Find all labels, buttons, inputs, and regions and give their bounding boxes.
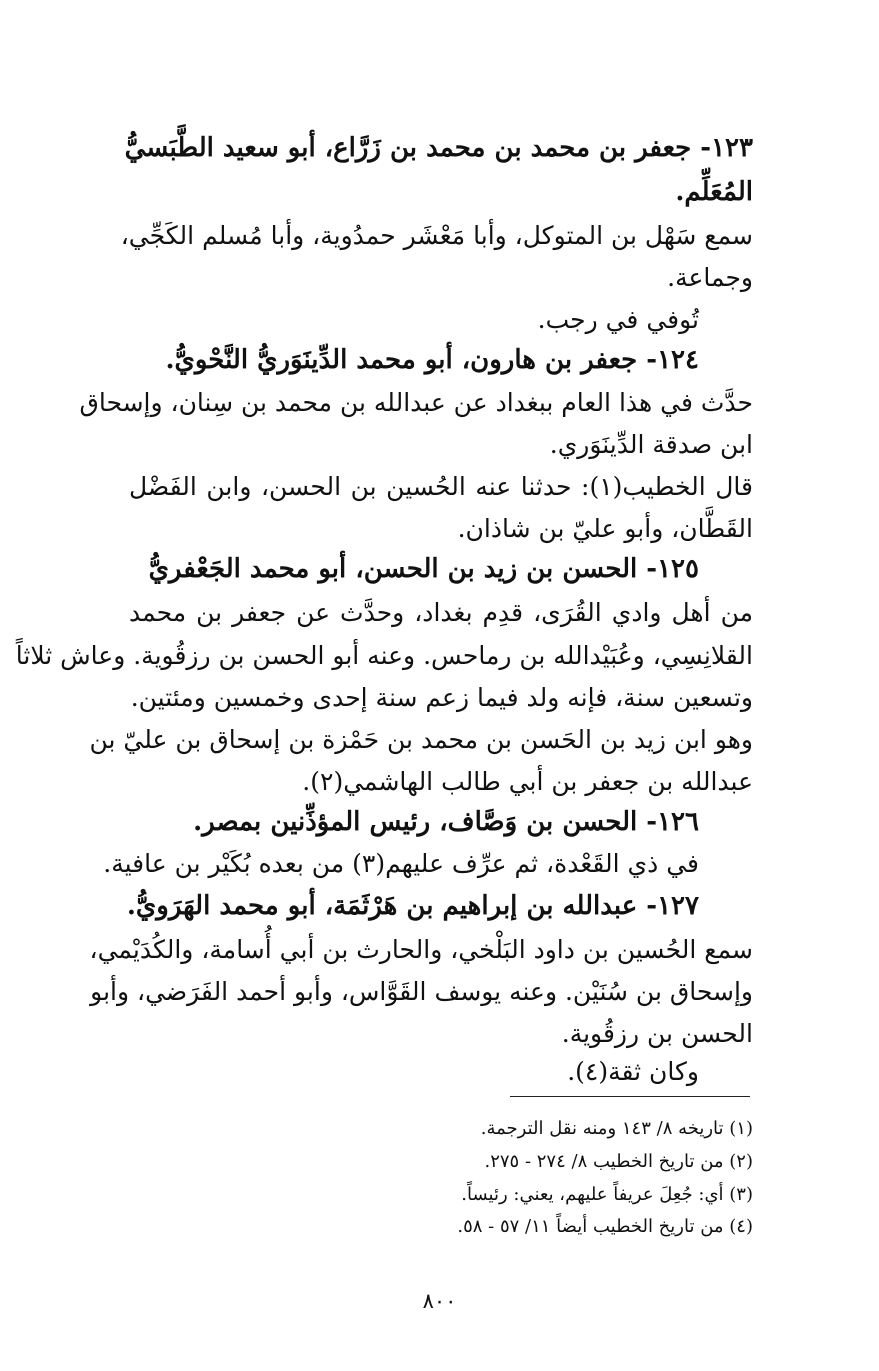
entry-123-line-3: تُوفي في رجب. [537, 305, 699, 334]
entry-125-line-3: وتسعين سنة، فإنه ولد فيما زعم سنة إحدى وخمسين ومئتين. [130, 683, 753, 712]
entry-125-line-1: من أهل وادي القُرَى، قدِم بغداد، وحدَّث عن جعفر بن محمد [129, 598, 753, 627]
entry-126-heading: ١٢٦- الحسن بن وَصَّاف، رئيس المؤذِّنين بمصر. [193, 807, 699, 837]
entry-123-heading-cont: المُعَلِّم. [675, 177, 753, 207]
entry-125-line-2: القلانِسِي، وعُبَيْدالله بن رماحس. وعنه أبو الحسن بن رزقُوية. وعاش ثلاثاً [15, 641, 753, 670]
entry-124-line-4: القَطَّان، وأبو عليّ بن شاذان. [457, 514, 753, 543]
entry-124-line-3: قال الخطيب(١): حدثنا عنه الحُسين بن الحسن، وابن الفَضْل [129, 472, 753, 501]
entry-127-line-3: الحسن بن رزقُوية. [561, 1019, 753, 1048]
entry-124-heading: ١٢٤- جعفر بن هارون، أبو محمد الدِّينَوَريُّ النَّحْويُّ. [165, 345, 699, 375]
footnote-3: (٣) أي: جُعِلَ عريفاً عليهم، يعني: رئيساً. [461, 1184, 753, 1205]
entry-125-line-5: عبدالله بن جعفر بن أبي طالب الهاشمي(٢). [302, 767, 753, 796]
entry-123-line-1: سمع سَهْل بن المتوكل، وأبا مَعْشَر حمدُوية، وأبا مُسلم الكَجِّي، [120, 221, 753, 250]
footnote-1: (١) تاريخه ٨/ ١٤٣ ومنه نقل الترجمة. [480, 1118, 753, 1139]
entry-127-line-1: سمع الحُسين بن داود البَلْخي، والحارث بن أبي أُسامة، والكُدَيْمي، [89, 935, 753, 964]
entry-125-heading: ١٢٥- الحسن بن زيد بن الحسن، أبو محمد الجَعْفريُّ [148, 554, 699, 584]
entry-124-line-1: حدَّث في هذا العام ببغداد عن عبدالله بن محمد بن سِنان، وإسحاق [79, 388, 753, 417]
footnote-4: (٤) من تاريخ الخطيب أيضاً ١١/ ٥٧ - ٥٨. [457, 1216, 753, 1237]
footnote-separator [510, 1096, 750, 1097]
entry-125-line-4: وهو ابن زيد بن الحَسن بن محمد بن حَمْزة بن إسحاق بن عليّ بن [89, 725, 753, 754]
page-number: ٨٠٠ [422, 1289, 457, 1313]
entry-124-line-2: ابن صدقة الدِّينَوَري. [549, 430, 753, 459]
entry-127-line-2: وإسحاق بن سُنَيْن. وعنه يوسف القَوَّاس، وأبو أحمد الفَرَضي، وأبو [90, 977, 753, 1006]
entry-123-heading: ١٢٣- جعفر بن محمد بن محمد بن زَرَّاع، أبو سعيد الطَّبَسيُّ [124, 133, 753, 163]
entry-126-line-1: في ذي القَعْدة، ثم عرِّف عليهم(٣) من بعده بُكَيْر بن عافية. [103, 849, 699, 878]
entry-127-heading: ١٢٧- عبدالله بن إبراهيم بن هَرْثَمَة، أبو محمد الهَرَويُّ. [126, 891, 699, 921]
entry-127-line-4: وكان ثقة(٤). [567, 1057, 699, 1086]
footnote-2: (٢) من تاريخ الخطيب ٨/ ٢٧٤ - ٢٧٥. [484, 1151, 753, 1172]
entry-123-line-2: وجماعة. [667, 263, 753, 292]
